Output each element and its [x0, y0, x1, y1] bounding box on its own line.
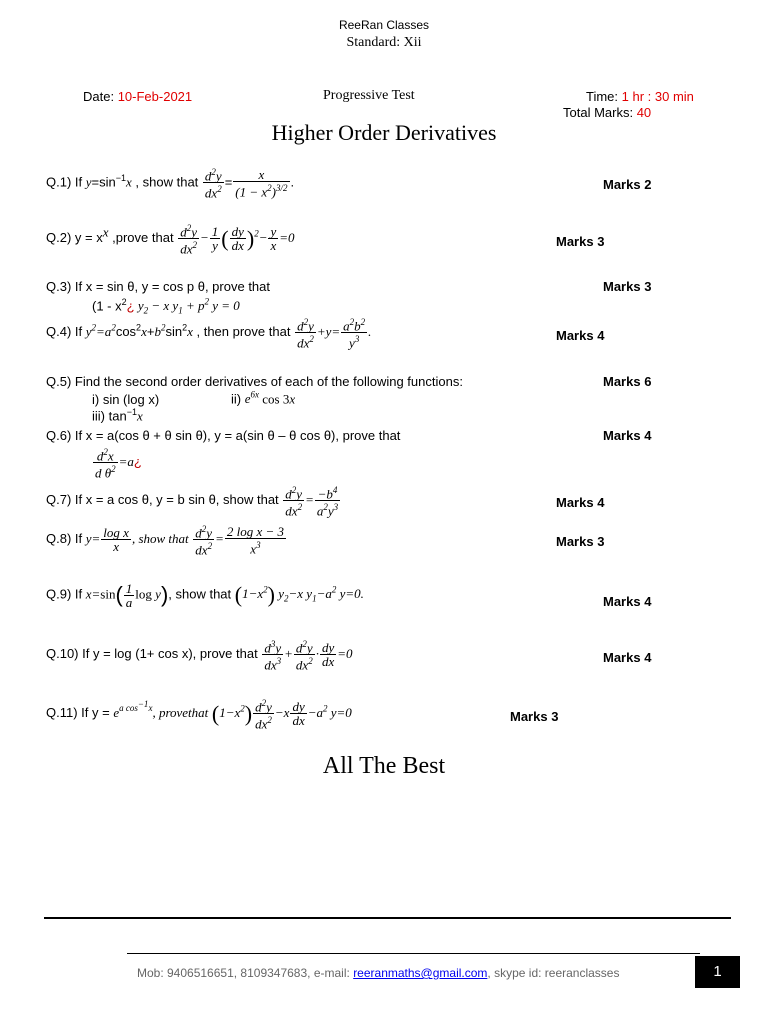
- closing-message: All The Best: [322, 753, 446, 779]
- divider-bottom: [127, 953, 700, 954]
- email-link[interactable]: reeranmaths@gmail.com: [353, 966, 488, 980]
- question-4: Q.4) If $y^2=a^2\cos^2x+b^2\sin^2x$ , then prove that $\frac{d^2y}{dx^2}$ +y= $\frac{a^2b^2}{y^3}$ .: [46, 317, 372, 351]
- question-3: Q.3) If x = sin θ, y = cos p θ, prove that: [46, 279, 270, 294]
- page-title: Higher Order Derivatives: [271, 120, 497, 145]
- institute-name: ReeRan Classes: [338, 18, 430, 32]
- question-10-marks: Marks 4: [603, 650, 652, 665]
- question-8: Q.8) If y= $\frac{\text{log x}}{x}$ , show that $\frac{d^2y}{dx^2}$ = $\frac{\text{2 log x − 3}}{x^3}$: [46, 523, 284, 558]
- question-9: Q.9) If x=sin( $\frac{1}{a}$ log y), show that $(1-x^2)$ $y_2-x$ $y_1-a^2$ y=0.: [46, 581, 364, 610]
- standard: Standard: Xii: [346, 35, 422, 50]
- time-value: 1 hr : 30 min: [621, 89, 694, 104]
- question-5-marks: Marks 6: [603, 374, 652, 389]
- question-5-part-3: iii) $\tan^{-1}x$: [92, 407, 143, 424]
- total-marks-value: 40: [636, 105, 652, 120]
- footer-contact: Mob: 9406516651, 8109347683, e-mail: reeranmaths@gmail.com, skype id: reeranclasses: [137, 966, 620, 980]
- question-5: Q.5) Find the second order derivatives of each of the following functions:: [46, 374, 463, 389]
- question-6: Q.6) If x = a(cos θ + θ sin θ), y = a(sin θ – θ cos θ), prove that: [46, 428, 401, 443]
- question-11-marks: Marks 3: [510, 709, 559, 724]
- question-3-equation: ($1 - x^2¿$ $y_2 - x$ $y_1 + p^2$ y = 0: [92, 297, 240, 316]
- divider-top: [44, 917, 731, 919]
- question-2-marks: Marks 3: [556, 234, 605, 249]
- question-5-part-2: ii) $e^{6x}$ cos 3x: [231, 390, 296, 407]
- date-value: 10-Feb-2021: [117, 89, 193, 104]
- question-6-equation: $\frac{d^2x}{d \theta^2}$ =a¿: [95, 447, 142, 481]
- question-6-marks: Marks 4: [603, 428, 652, 443]
- question-9-marks: Marks 4: [603, 594, 652, 609]
- question-8-marks: Marks 3: [556, 534, 605, 549]
- question-2: Q.2) $y = x^x$ ,prove that $\frac{d^2y}{dx^2}$ − $\frac{1}{y}$ ( $\frac{dy}{dx}$ )$^2$− $\frac{y}{x}$ =0: [46, 223, 295, 257]
- test-name: Progressive Test: [323, 88, 415, 103]
- question-11: Q.11) If $y = e^{a cos^{-1}x}$, provethat $(1-x^2)$ $\frac{d^2y}{dx^2}$ −x $\frac{dy}{dx}$ $-a^2$ y=0: [46, 698, 352, 732]
- question-10: Q.10) If y = log (1+ cos x), prove that $\frac{d^3y}{dx^3}$ + $\frac{d^2y}{dx^2}$ · $\frac{dy}{dx}$ =0: [46, 639, 353, 673]
- question-5-part-1: i) sin (log x): [92, 392, 160, 407]
- time-line: Time: 1 hr : 30 min: [586, 89, 694, 104]
- question-7-marks: Marks 4: [556, 495, 605, 510]
- question-1-marks: Marks 2: [603, 177, 652, 192]
- question-7: Q.7) If x = a cos θ, y = b sin θ, show that $\frac{d^2y}{dx^2}$ = $\frac{-b^4}{a^2y^3}$: [46, 485, 339, 519]
- question-1: Q.1) If $y=\sin^{-1}x$ , show that $\frac{d^2y}{dx^2}$ = $\frac{x}{(1 - x^2)^{3/2}}$ .: [46, 166, 295, 201]
- question-4-marks: Marks 4: [556, 328, 605, 343]
- question-3-marks: Marks 3: [603, 279, 652, 294]
- total-marks-line: Total Marks: 40: [563, 105, 652, 120]
- date-line: Date: 10-Feb-2021: [83, 89, 193, 104]
- page-number: 1: [695, 956, 740, 988]
